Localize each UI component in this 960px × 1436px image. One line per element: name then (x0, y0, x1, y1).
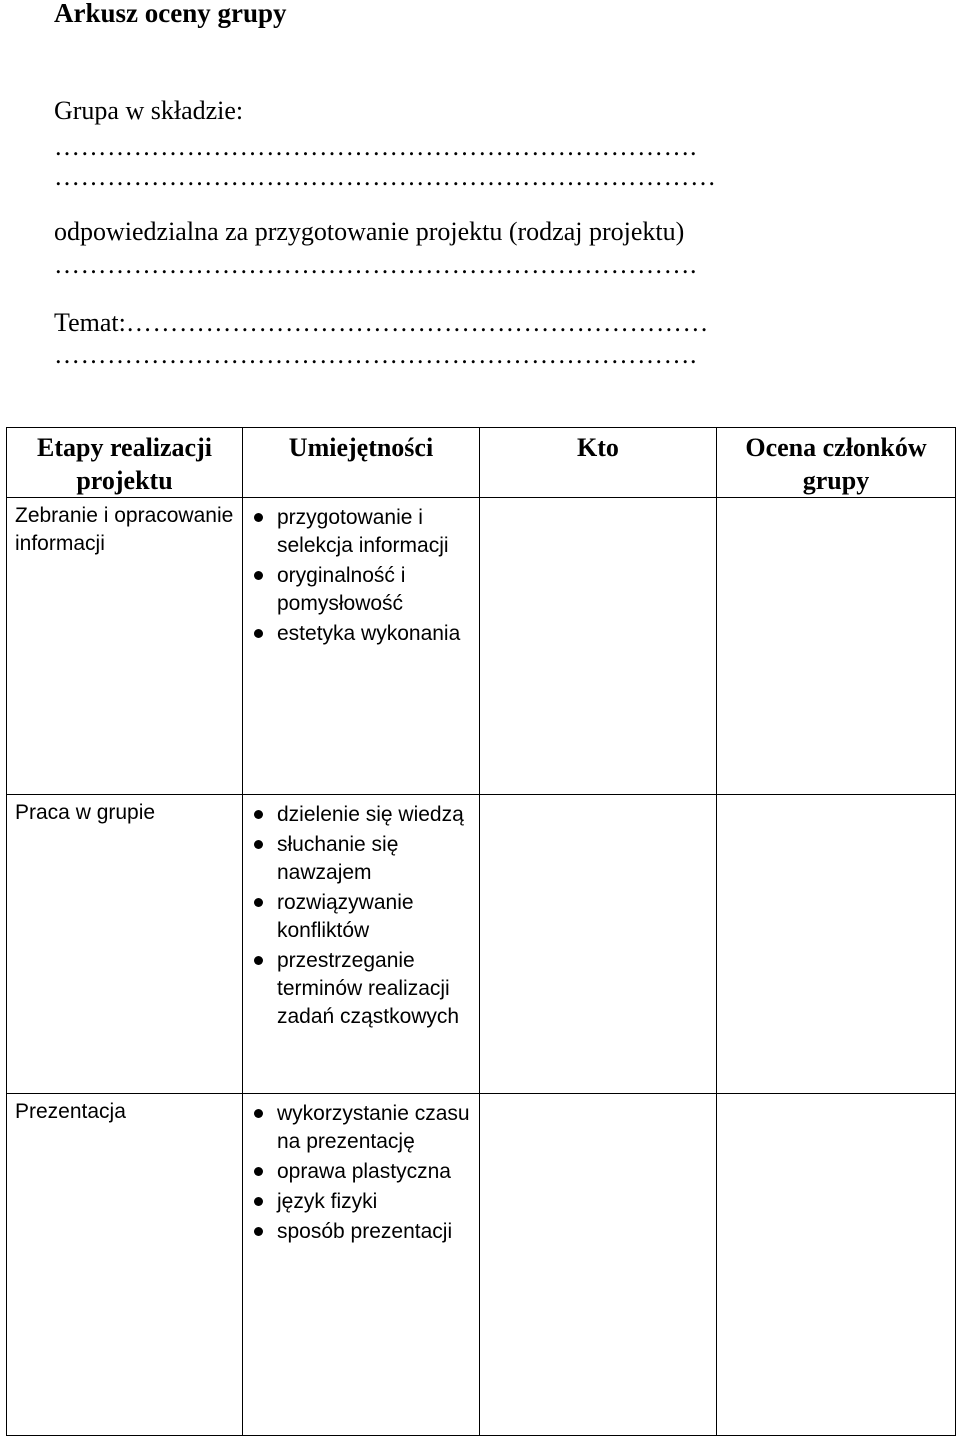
table-row (7, 1094, 956, 1436)
skills-list (243, 504, 479, 648)
bullet-icon (254, 956, 263, 965)
skill-item: sposób prezentacji (276, 1218, 479, 1246)
rating-cell[interactable] (717, 498, 956, 795)
stage-cell: Zebranie i opracowanie informacji (7, 498, 243, 795)
skills-cell (243, 1094, 480, 1436)
skill-item: słuchanie się nawzajem (276, 831, 479, 887)
skills-list (243, 801, 479, 1031)
responsible-label: odpowiedzialna za przygotowanie projektu (rodzaj projektu) (54, 217, 685, 246)
bullet-icon (254, 1227, 263, 1236)
header-who: Kto (480, 428, 717, 498)
bullet-icon (254, 1109, 263, 1118)
table-row (7, 795, 956, 1094)
rating-cell[interactable] (717, 1094, 956, 1436)
stage-cell: Praca w grupie (7, 795, 243, 1094)
topic-dotted-line-1: ………………………………………………………… (125, 308, 709, 337)
skill-item: estetyka wykonania (276, 620, 479, 648)
skill-item: oprawa plastyczna (276, 1158, 479, 1186)
bullet-icon (254, 629, 263, 638)
who-cell[interactable] (480, 795, 717, 1094)
rating-cell[interactable] (717, 795, 956, 1094)
bullet-icon (254, 513, 263, 522)
skill-item: rozwiązywanie konfliktów (276, 889, 479, 945)
who-cell[interactable] (480, 498, 717, 795)
bullet-icon (254, 840, 263, 849)
stage-cell: Prezentacja (7, 1094, 243, 1436)
who-cell[interactable] (480, 1094, 717, 1436)
header-member-rating: Ocena członków grupy (717, 428, 956, 498)
table-row (7, 498, 956, 795)
group-dotted-line-2: ………………………………………………………………… (54, 162, 717, 191)
group-dotted-line-1: ………………………………………………………………. (54, 132, 697, 161)
bullet-icon (254, 898, 263, 907)
group-label: Grupa w składzie: (54, 96, 244, 125)
table-header-row (7, 428, 956, 498)
skill-item: przygotowanie i selekcja informacji (276, 504, 479, 560)
header-skills: Umiejętności (243, 428, 480, 498)
topic-dotted-line-2: ………………………………………………………………. (54, 340, 697, 369)
header-stages: Etapy realizacji projektu (7, 428, 243, 498)
skill-item: język fizyki (276, 1188, 479, 1216)
bullet-icon (254, 810, 263, 819)
skills-cell (243, 498, 480, 795)
skill-item: przestrzeganie terminów realizacji zadań cząstkowych (276, 947, 479, 1031)
skill-item: oryginalność i pomysłowość (276, 562, 479, 618)
bullet-icon (254, 1197, 263, 1206)
skills-cell (243, 795, 480, 1094)
skill-item: wykorzystanie czasu na prezentację (276, 1100, 479, 1156)
bullet-icon (254, 1167, 263, 1176)
skill-item: dzielenie się wiedzą (276, 801, 479, 829)
bullet-icon (254, 571, 263, 580)
project-type-dotted-line: ………………………………………………………………. (54, 250, 697, 279)
topic-label: Temat: (54, 308, 126, 337)
skills-list (243, 1100, 479, 1246)
topic-row (54, 308, 709, 338)
document-title: Arkusz oceny grupy (54, 0, 287, 28)
evaluation-table (6, 427, 956, 1436)
